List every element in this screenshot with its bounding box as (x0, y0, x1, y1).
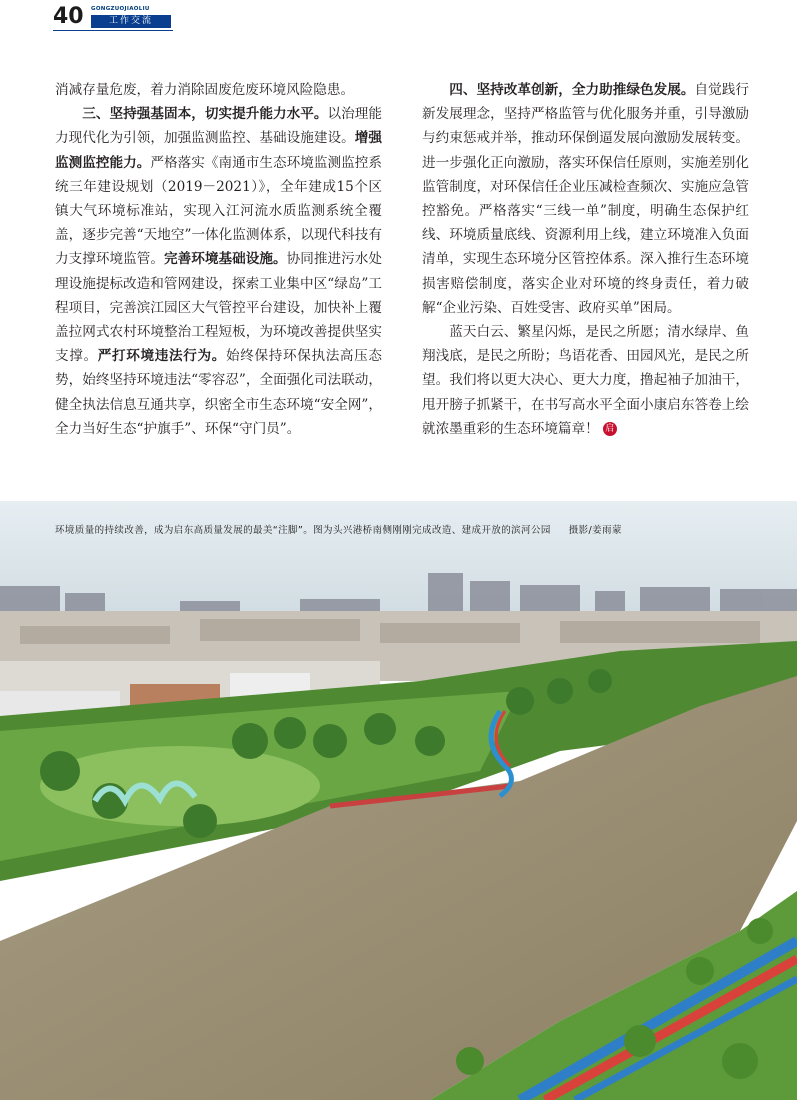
riverside-park-photo (0, 501, 797, 1100)
paragraph (422, 78, 749, 320)
photo-credit: 摄影/姜雨蒙 (568, 525, 622, 536)
aerial-photo-illustration (0, 501, 797, 1100)
text: 以治理能力现代化为引领，加强监测监控、基础设施建设。 (55, 106, 383, 147)
page-number: 40 (53, 4, 84, 29)
left-column (55, 78, 382, 441)
lead-phrase: 增强监测监控能力。 (55, 130, 383, 171)
end-mark-icon: 启 (603, 422, 617, 436)
text: 严格落实《南通市生态环境监测监控系统三年建设规划（2019－2021）》，全年建成15个区镇大气环境标准站，实现入江河流水质监测系统全覆盖，逐步完善“天地空”一体化监测体系，以现代科技有力支撑环境监管。 (55, 154, 383, 268)
caption-text: 环境质量的持续改善，成为启东高质量发展的最美“注脚”。图为头兴港桥南侧刚刚完成改造、建成开放的滨河公园 (55, 525, 551, 536)
column-name-badge: 工作交流 (91, 15, 171, 28)
section-heading: 四、坚持改革创新，全力助推绿色发展。 (449, 82, 695, 98)
lead-phrase: 完善环境基础设施。 (164, 251, 287, 268)
paragraph (55, 78, 382, 102)
paragraph (422, 320, 749, 441)
header-rule (53, 30, 173, 31)
paragraph (55, 102, 382, 441)
text: 协同推进污水处理设施提标改造和管网建设，探索工业集中区“绿岛”工程项目，完善滨江园区大气管控平台建设，加快补上覆盖拉网式农村环境整治工程短板，为环境改善提供坚实支撑。 (55, 251, 383, 365)
text: 自觉践行新发展理念，坚持严格监管与优化服务并重，引导激励与约束惩戒并举，推动环保倒逼发展向激励发展转变。进一步强化正向激励，落实环保信任原则，实施差别化监管制度，对环保信任企业压减检查频次、实施应急管控豁免。严格落实“三线一单”制度，明确生态保护红线、环境质量底线、资源利用上线，建立环境准入负面清单，实现生态环境分区管控体系。深入推行生态环境损害赔偿制度，落实企业对环境的终身责任，着力破解“企业污染、百姓受害、政府买单”困局。 (422, 82, 750, 316)
text: 蓝天白云、繁星闪烁，是民之所愿；清水绿岸、鱼翔浅底，是民之所盼；鸟语花香、田园风光，是民之所望。我们将以更大决心、更大力度，撸起袖子加油干，甩开膀子抓紧干，在书写高水平全面小康启东答卷上绘就浓墨重彩的生态环境篇章！ (422, 324, 749, 437)
section-heading: 三、坚持强基固本，切实提升能力水平。 (82, 106, 328, 123)
page-header (53, 5, 173, 31)
photo-caption (55, 522, 755, 536)
text: 始终保持环保执法高压态势，始终坚持环境违法“零容忍”，全面强化司法联动，健全执法信息互通共享，织密全市生态环境“安全网”，全力当好生态“护旗手”、环保“守门员”。 (55, 348, 383, 437)
column-name-latin: GONGZUOJIAOLIU (91, 6, 150, 12)
text: 消减存量危废，着力消除固废危废环境风险隐患。 (55, 82, 355, 98)
lead-phrase: 严打环境违法行为。 (97, 348, 226, 365)
right-column (422, 78, 749, 441)
